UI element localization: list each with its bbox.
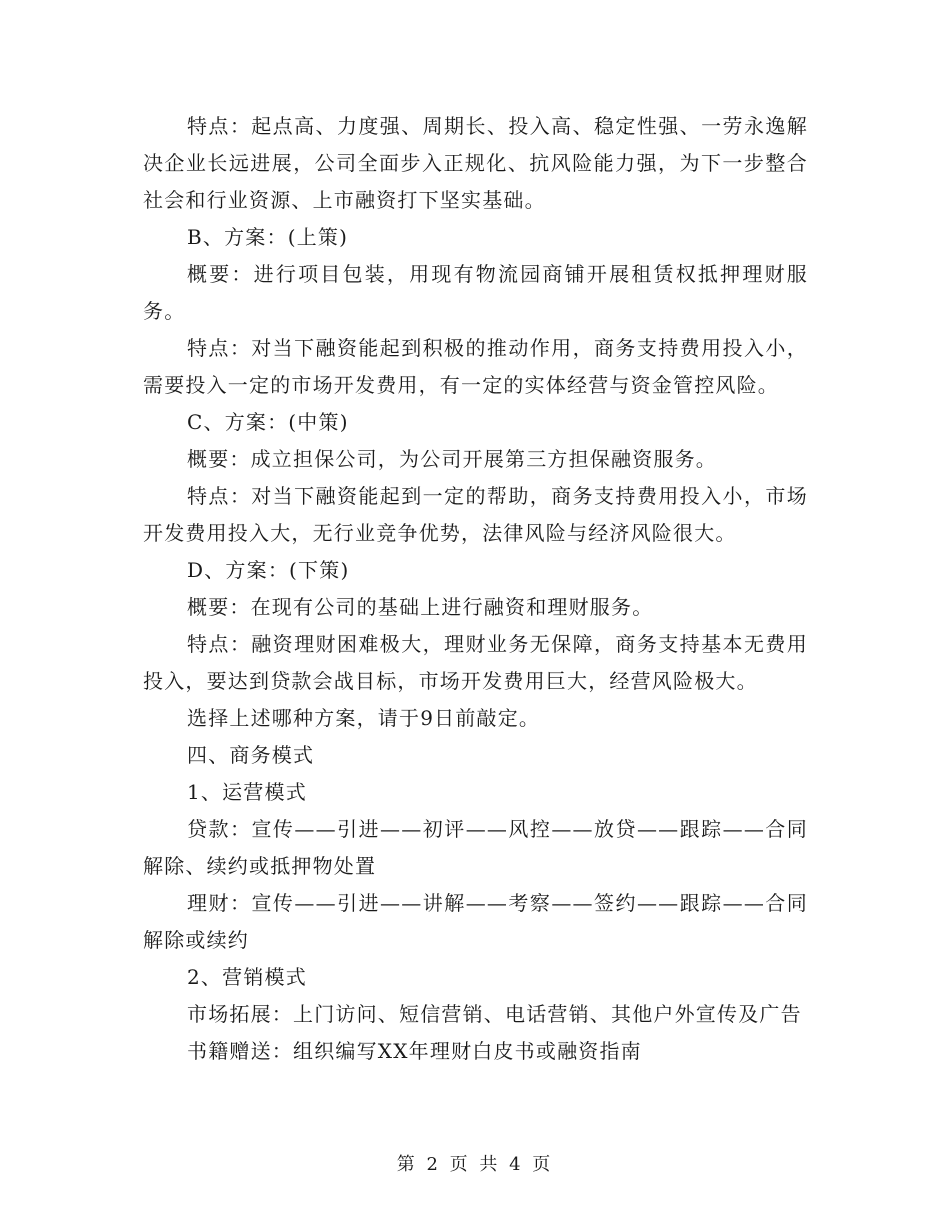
paragraph-book-gift: 书籍赠送：组织编写XX年理财白皮书或融资指南 [187,1039,642,1063]
heading-business-model: 四、商务模式 [187,743,315,767]
paragraph-market-expansion: 市场拓展：上门访问、短信营销、电话营销、其他户外宣传及广告 [187,1002,802,1026]
paragraph-summary-d: 概要：在现有公司的基础上进行融资和理财服务。 [187,595,654,619]
paragraph-features-d: 特点：融资理财困难极大，理财业务无保障，商务支持基本无费用投入，要达到贷款会战目标，市场开发费用巨大，经营风险极大。 [143,632,808,693]
body-text [143,108,808,1070]
page-number-footer: 第 2 页 共 4 页 [396,1154,554,1175]
heading-marketing-model: 2、营销模式 [187,965,307,989]
heading-plan-b: B、方案：(上策) [187,225,349,249]
heading-plan-d: D、方案：(下策) [187,558,350,582]
paragraph-summary-b: 概要：进行项目包装，用现有物流园商铺开展租赁权抵押理财服务。 [143,262,808,323]
paragraph-summary-c: 概要：成立担保公司，为公司开展第三方担保融资服务。 [187,447,717,471]
heading-operation-model: 1、运营模式 [187,780,307,804]
heading-plan-c: C、方案：(中策) [187,410,349,434]
paragraph-choose-plan: 选择上述哪种方案，请于9日前敲定。 [187,706,541,730]
paragraph-finance-flow: 理财：宣传——引进——讲解——考察——签约——跟踪——合同解除或续约 [143,891,808,952]
paragraph-features-a: 特点：起点高、力度强、周期长、投入高、稳定性强、一劳永逸解决企业长远进展，公司全面步入正规化、抗风险能力强，为下一步整合社会和行业资源、上市融资打下坚实基础。 [143,114,808,212]
paragraph-loan-flow: 贷款：宣传——引进——初评——风控——放贷——跟踪——合同解除、续约或抵押物处置 [143,817,808,878]
paragraph-features-b: 特点：对当下融资能起到积极的推动作用，商务支持费用投入小，需要投入一定的市场开发费用，有一定的实体经营与资金管控风险。 [143,336,808,397]
paragraph-features-c: 特点：对当下融资能起到一定的帮助，商务支持费用投入小，市场开发费用投入大，无行业竞争优势，法律风险与经济风险很大。 [143,484,808,545]
